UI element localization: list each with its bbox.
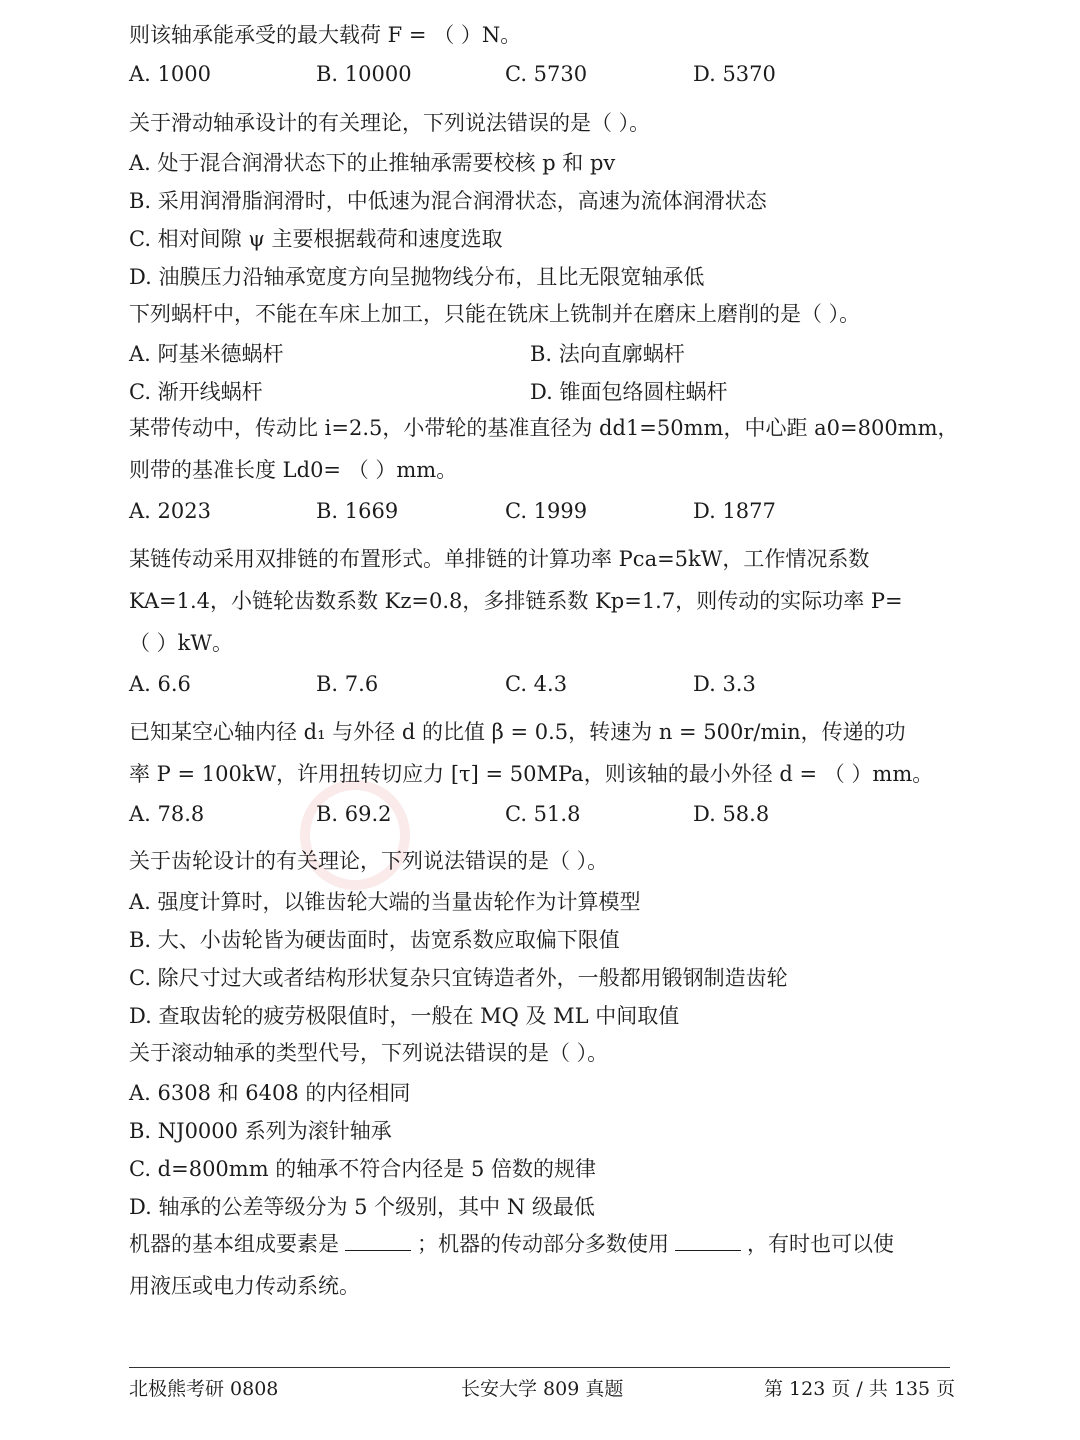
q9-stem-line2: 用液压或电力传动系统。: [129, 1274, 360, 1298]
q2-stem: 关于滑动轴承设计的有关理论，下列说法错误的是（ ）。: [129, 111, 651, 135]
q1-stem: 则该轴承能承受的最大载荷 F = （ ）N。: [129, 23, 522, 47]
q1-option-a: A. 1000: [129, 62, 211, 86]
q1-option-d: D. 5370: [693, 62, 776, 86]
q7-option-a: A. 强度计算时，以锥齿轮大端的当量齿轮作为计算模型: [129, 890, 641, 914]
q2-option-d: D. 油膜压力沿轴承宽度方向呈抛物线分布，且比无限宽轴承低: [129, 265, 705, 289]
footer-page-number: 第 123 页 / 共 135 页: [764, 1378, 956, 1400]
footer-center: 长安大学 809 真题: [461, 1378, 624, 1400]
q9-blank-1: [345, 1232, 411, 1251]
q8-option-c: C. d=800mm 的轴承不符合内径是 5 倍数的规律: [129, 1157, 597, 1181]
q9-blank-2: [675, 1232, 741, 1251]
q3-option-d: D. 锥面包络圆柱蜗杆: [530, 380, 728, 404]
q2-option-b: B. 采用润滑脂润滑时，中低速为混合润滑状态，高速为流体润滑状态: [129, 189, 767, 213]
q9-stem-line1: [129, 1229, 894, 1259]
footer-divider: [129, 1367, 950, 1368]
q4-stem-line1: 某带传动中，传动比 i=2.5，小带轮的基准直径为 dd1=50mm，中心距 a0=800mm，: [129, 416, 959, 440]
q5-stem-line2: KA=1.4，小链轮齿数系数 Kz=0.8，多排链系数 Kp=1.7，则传动的实际功率 P=: [129, 589, 903, 613]
q2-option-c: C. 相对间隙 ψ 主要根据载荷和速度选取: [129, 227, 503, 251]
q9-text-part2: ；机器的传动部分多数使用: [417, 1232, 669, 1256]
q5-stem-line3: （ ）kW。: [129, 631, 233, 655]
q5-option-a: A. 6.6: [129, 672, 191, 696]
q8-option-a: A. 6308 和 6408 的内径相同: [129, 1081, 411, 1105]
q6-option-b: B. 69.2: [316, 802, 392, 826]
q6-stem-line1: 已知某空心轴内径 d₁ 与外径 d 的比值 β = 0.5，转速为 n = 500r/min，传递的功: [129, 720, 906, 744]
q7-stem: 关于齿轮设计的有关理论，下列说法错误的是（ ）。: [129, 849, 609, 873]
q3-stem: 下列蜗杆中，不能在车床上加工，只能在铣床上铣制并在磨床上磨削的是（ ）。: [129, 302, 861, 326]
q9-text-part3: ，有时也可以使: [747, 1232, 894, 1256]
q5-option-b: B. 7.6: [316, 672, 379, 696]
q8-stem: 关于滚动轴承的类型代号，下列说法错误的是（ ）。: [129, 1041, 609, 1065]
q1-option-c: C. 5730: [505, 62, 588, 86]
q4-stem-line2: 则带的基准长度 Ld0= （ ）mm。: [129, 458, 458, 482]
q4-option-a: A. 2023: [129, 499, 211, 523]
q5-stem-line1: 某链传动采用双排链的布置形式。单排链的计算功率 Pca=5kW，工作情况系数: [129, 547, 870, 571]
q7-option-b: B. 大、小齿轮皆为硬齿面时，齿宽系数应取偏下限值: [129, 928, 620, 952]
q5-option-d: D. 3.3: [693, 672, 756, 696]
q2-option-a: A. 处于混合润滑状态下的止推轴承需要校核 p 和 pv: [129, 151, 616, 175]
footer-left: 北极熊考研 0808: [129, 1378, 279, 1400]
q4-option-b: B. 1669: [316, 499, 399, 523]
q5-option-c: C. 4.3: [505, 672, 568, 696]
q8-option-d: D. 轴承的公差等级分为 5 个级别，其中 N 级最低: [129, 1195, 595, 1219]
q4-option-c: C. 1999: [505, 499, 588, 523]
q6-option-c: C. 51.8: [505, 802, 581, 826]
q3-option-b: B. 法向直廓蜗杆: [530, 342, 685, 366]
q8-option-b: B. NJ0000 系列为滚针轴承: [129, 1119, 392, 1143]
q3-option-c: C. 渐开线蜗杆: [129, 380, 263, 404]
q6-stem-line2: 率 P = 100kW，许用扭转切应力 [τ] = 50MPa，则该轴的最小外径 d = （ ）mm。: [129, 762, 934, 786]
q6-option-d: D. 58.8: [693, 802, 770, 826]
q3-option-a: A. 阿基米德蜗杆: [129, 342, 284, 366]
q1-option-b: B. 10000: [316, 62, 412, 86]
q7-option-c: C. 除尺寸过大或者结构形状复杂只宜铸造者外，一般都用锻钢制造齿轮: [129, 966, 788, 990]
q7-option-d: D. 查取齿轮的疲劳极限值时，一般在 MQ 及 ML 中间取值: [129, 1004, 680, 1028]
q9-text-part1: 机器的基本组成要素是: [129, 1232, 339, 1256]
q4-option-d: D. 1877: [693, 499, 776, 523]
q6-option-a: A. 78.8: [129, 802, 205, 826]
